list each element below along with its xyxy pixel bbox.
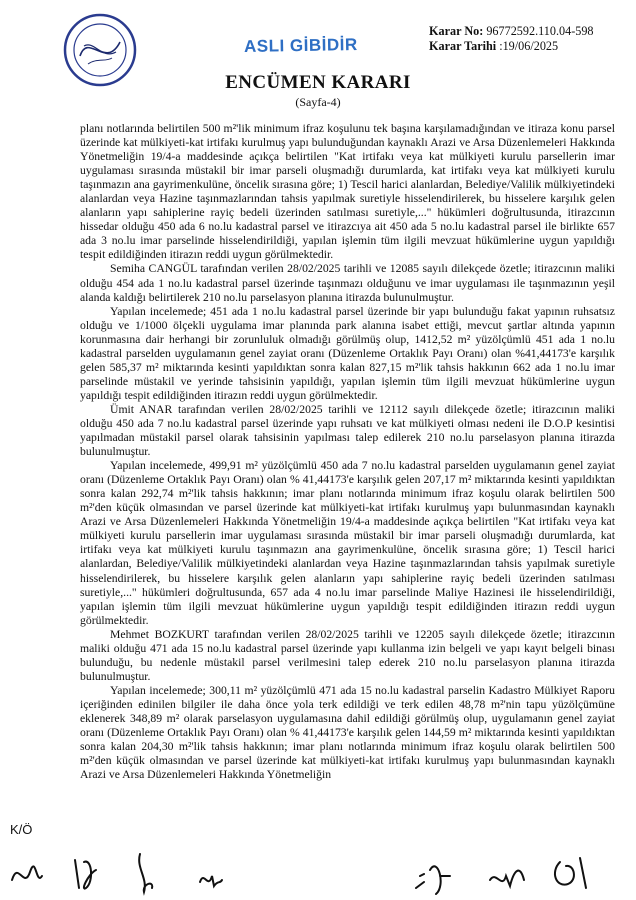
certified-copy-stamp: ASLI GİBİDİR <box>243 35 358 56</box>
decision-date-value: :19/06/2025 <box>499 39 559 53</box>
body-paragraph: Yapılan incelemede, 499,91 m² yüzölçümlü 450 ada 7 no.lu kadastral parselden uygulamanın genel zayiat oranı (Düzenleme Ortaklık Payı Oranı) olan % 41,44173'e karşılık gelen 207,17 m² miktarında kesinti yapıldıktan sonra kalan 292,74 m²'lik tahsis hakkının; imar planı notlarında minimum ifraz koşulu olarak belirtilen 500 m²'den küçük olmasından ve parsel üzerinde kat mülkiyeti-kat irtifakı kurulmuş yapı bulunmasından kaynaklı Arazi ve Arsa Düzenlemeleri Hakkında Yönetmeliğin 19/4-a maddesinde açıkça belirtilen "Kat irtifakı veya kat mülkiyeti kurulu parsellerin imar uygulaması sırasında müstakil bir imar parseli oluşmadığı durumlarda, kat irtifakı veya kat mülkiyeti kurulu taşınmazın ana gayrimenkulüne, öncelik sırasına göre; 1) Tescil harici alanlardan, Belediye/Valilik mülkiyetindeki alanlardan veya Hazine taşınmazlarından tahsis yapılmak suretiyle hisselendirilerek, bu hisselere karşılık gelen alanların yapı sahiplerine rayiç bedeli üzerinden satılması suretiyle,..." hükümleri doğrultusunda, 657 ada 4 no.lu imar parselinde Maliye Hazinesi ile hisselendirildiği, yapılan işlemin tüm ilgili mevzuat hükümlerine uygun yapıldığı tespit edildiğinden itirazın reddi uygun görülmektedir. <box>80 459 615 627</box>
decision-number-label: Karar No: <box>429 24 484 38</box>
margin-note: K/Ö <box>10 822 33 837</box>
signature-1-icon <box>12 866 42 880</box>
document-body <box>80 122 615 782</box>
decision-number-line <box>429 24 594 39</box>
decision-number-value: 96772592.110.04-598 <box>486 24 594 38</box>
signature-7-icon <box>555 858 586 888</box>
body-paragraph: Mehmet BOZKURT tarafından verilen 28/02/2025 tarihli ve 12205 sayılı dilekçede özetle; itirazcının maliki olduğu 471 ada 15 no.lu kadastral parsel üzerinde yapı kullanma izin belgeli ve yapı kayıt belgeli binası bulunduğu, bu nedenle müstakil parsel verilmesini talep ederek 210 no.lu parselasyon planına itirazda bulunulmuştur. <box>80 627 615 683</box>
page-indicator: (Sayfa-4) <box>295 95 341 109</box>
body-paragraph: Yapılan incelemede; 300,11 m² yüzölçümlü 471 ada 15 no.lu kadastral parselin Kadastro Mülkiyet Raporu içeriğinden edinilen bilgiler ile daha önce yola terk edildiği ve terk edilen 48,78 m²'nin tapu yüzölçümüne eklenerek 348,89 m² olarak parselasyon uygulamasına dahil edildiği görülmüş olup, uygulamanın genel zayiat oranı (Düzenleme Ortaklık Payı Oranı) olan % 41,44173'e karşılık gelen 144,59 m² miktarında kesinti yapıldıktan sonra kalan 204,30 m²'lik tahsis hakkının; imar planı notlarında minimum ifraz koşulu olarak belirtilen 500 m²'den küçük olmasından ve parsel üzerinde kat mülkiyeti-kat irtifakı kurulmuş yapı bulunmasından kaynaklı Arazi ve Arsa Düzenlemeleri Hakkında Yönetmeliğin <box>80 683 615 782</box>
signatures-row <box>0 840 636 900</box>
signature-5-icon <box>416 866 450 894</box>
document-title: ENCÜMEN KARARI <box>225 72 411 93</box>
signature-6-icon <box>490 871 524 886</box>
body-paragraph: Ümit ANAR tarafından verilen 28/02/2025 tarihli ve 12112 sayılı dilekçede özetle; itirazcının maliki olduğu 450 ada 7 no.lu kadastral parsel üzerinde yapı ruhsatı ve kat mülkiyeti olması nedeni ile D.O.P kesintisi yapılmadan müstakil parsel olarak tahsisinin yapılması talep edilerek 210 no.lu parselasyon planına itirazda bulunulmuştur. <box>80 402 615 459</box>
decision-date-label: Karar Tarihi <box>429 39 497 53</box>
decision-date-line <box>429 39 594 54</box>
signature-3-icon <box>139 854 152 892</box>
signature-4-icon <box>200 876 222 886</box>
decision-meta <box>429 24 594 54</box>
body-paragraph: Yapılan incelemede; 451 ada 1 no.lu kadastral parsel üzerinde bir yapı bulunduğu fakat yapının ruhsatsız olduğu ve 1/1000 ölçekli uygulama imar planında park alanına isabet ettiği, mevcut şartlar altında yapının korunmasına dair herhangi bir zorunluluk olmadığı görülmüş olup, 1412,52 m² yüzölçümlü 451 ada 1 no.lu kadastral parselden uygulamanın genel zayiat oranı (Düzenleme Ortaklık Payı Oranı) olan %41,44173'e karşılık gelen 585,37 m² miktarında kesinti yapıldıktan sonra kalan 827,15 m²'lik tahsis hakkının 662 ada 1 no.lu imar parselinde müstakil ve yerinde tahsisinin yapıldığı, yapılan işlemin tüm ilgili mevzuat hükümlerine uygun yapıldığı tespit edildiğinden itirazın reddi uygun görülmektedir. <box>80 304 615 402</box>
body-paragraph: planı notlarında belirtilen 500 m²'lik minimum ifraz koşulunu tek başına karşılamadığından ve itiraza konu parsel üzerinde kat mülkiyeti-kat irtifakı kurulmuş yapı bulunduğundan kaynaklı Arazi ve Arsa Düzenlemeleri Hakkında Yönetmeliğin 19/4-a maddesinde açıkça belirtilen "Kat irtifakı veya kat mülkiyeti kurulu parsellerin imar uygulaması sırasında müstakil bir imar parseli oluşmadığı durumlarda, kat irtifakı veya kat mülkiyeti kurulu taşınmazın ana gayrimenkulüne, öncelik sırasına göre; 1) Tescil harici alanlardan, Belediye/Valilik mülkiyetindeki alanlardan veya Hazine taşınmazlarından tahsis yapılmak suretiyle hisselendirilerek, bu hisselere karşılık gelen alanların yapı sahiplerine rayiç bedeli üzerinden satılması suretiyle,..." hükümleri doğrultusunda, itirazcının hissedar olduğu 450 ada 6 no.lu kadastral parsel ve itirazcıya ait 450 ada 5 no.lu kadastral parsel ile birlikte 657 ada 3 no.lu imar parselinde hisselendirildiği, yapılan işlemin tüm ilgili mevzuat hükümlerine uygun yapıldığı tespit edildiğinden itirazın reddi uygun görülmektedir. <box>80 122 615 262</box>
signature-2-icon <box>75 860 96 889</box>
body-paragraph: Semiha CANGÜL tarafından verilen 28/02/2025 tarihli ve 12085 sayılı dilekçede özetle; itirazcının maliki olduğu 454 ada 1 no.lu kadastral parsel üzerinde taşınmazı olduğunu ve imar uygulaması ile taşınmazının yeşil alanda kaldığı belirtilerek 210 no.lu parselasyon planına itirazda bulunulmuştur. <box>80 262 615 304</box>
